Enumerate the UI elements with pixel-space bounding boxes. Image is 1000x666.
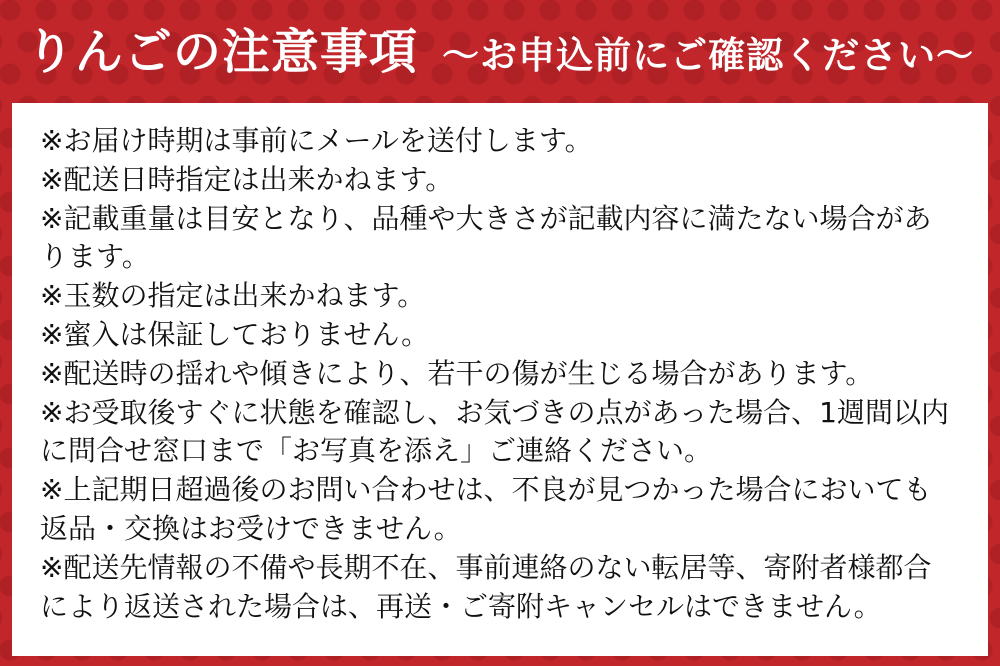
note-item: ※お受取後すぐに状態を確認し、お気づきの点があった場合、1週間以内に問合せ窓口まで「お写真を添え」ご連絡ください。 — [40, 395, 949, 468]
note-item: ※記載重量は目安となり、品種や大きさが記載内容に満たない場合があります。 — [40, 201, 932, 274]
page-title — [25, 23, 975, 80]
title-sub: ～お申込前にご確認ください～ — [442, 33, 975, 77]
note-item: ※蜜入は保証しておりません。 — [40, 317, 430, 351]
note-item: ※上記期日超過後のお問い合わせは、不良が見つかった場合においても返品・交換はお受けできません。 — [40, 473, 932, 545]
header-banner — [0, 0, 1000, 103]
note-item: ※配送時の揺れや傾きにより、若干の傷が生じる場合があります。 — [40, 356, 874, 390]
notes-panel — [12, 103, 988, 656]
title-main: りんごの注意事項 — [25, 23, 418, 80]
note-item: ※配送日時指定は出来かねます。 — [40, 162, 454, 196]
note-item: ※お届け時期は事前にメールを送付します。 — [40, 124, 593, 157]
note-item: ※配送先情報の不備や長期不在、事前連絡のない転居等、寄附者様都合により返送された場合は、再送・ご寄附キャンセルはできません。 — [40, 550, 932, 623]
note-item: ※玉数の指定は出来かねます。 — [40, 279, 426, 313]
